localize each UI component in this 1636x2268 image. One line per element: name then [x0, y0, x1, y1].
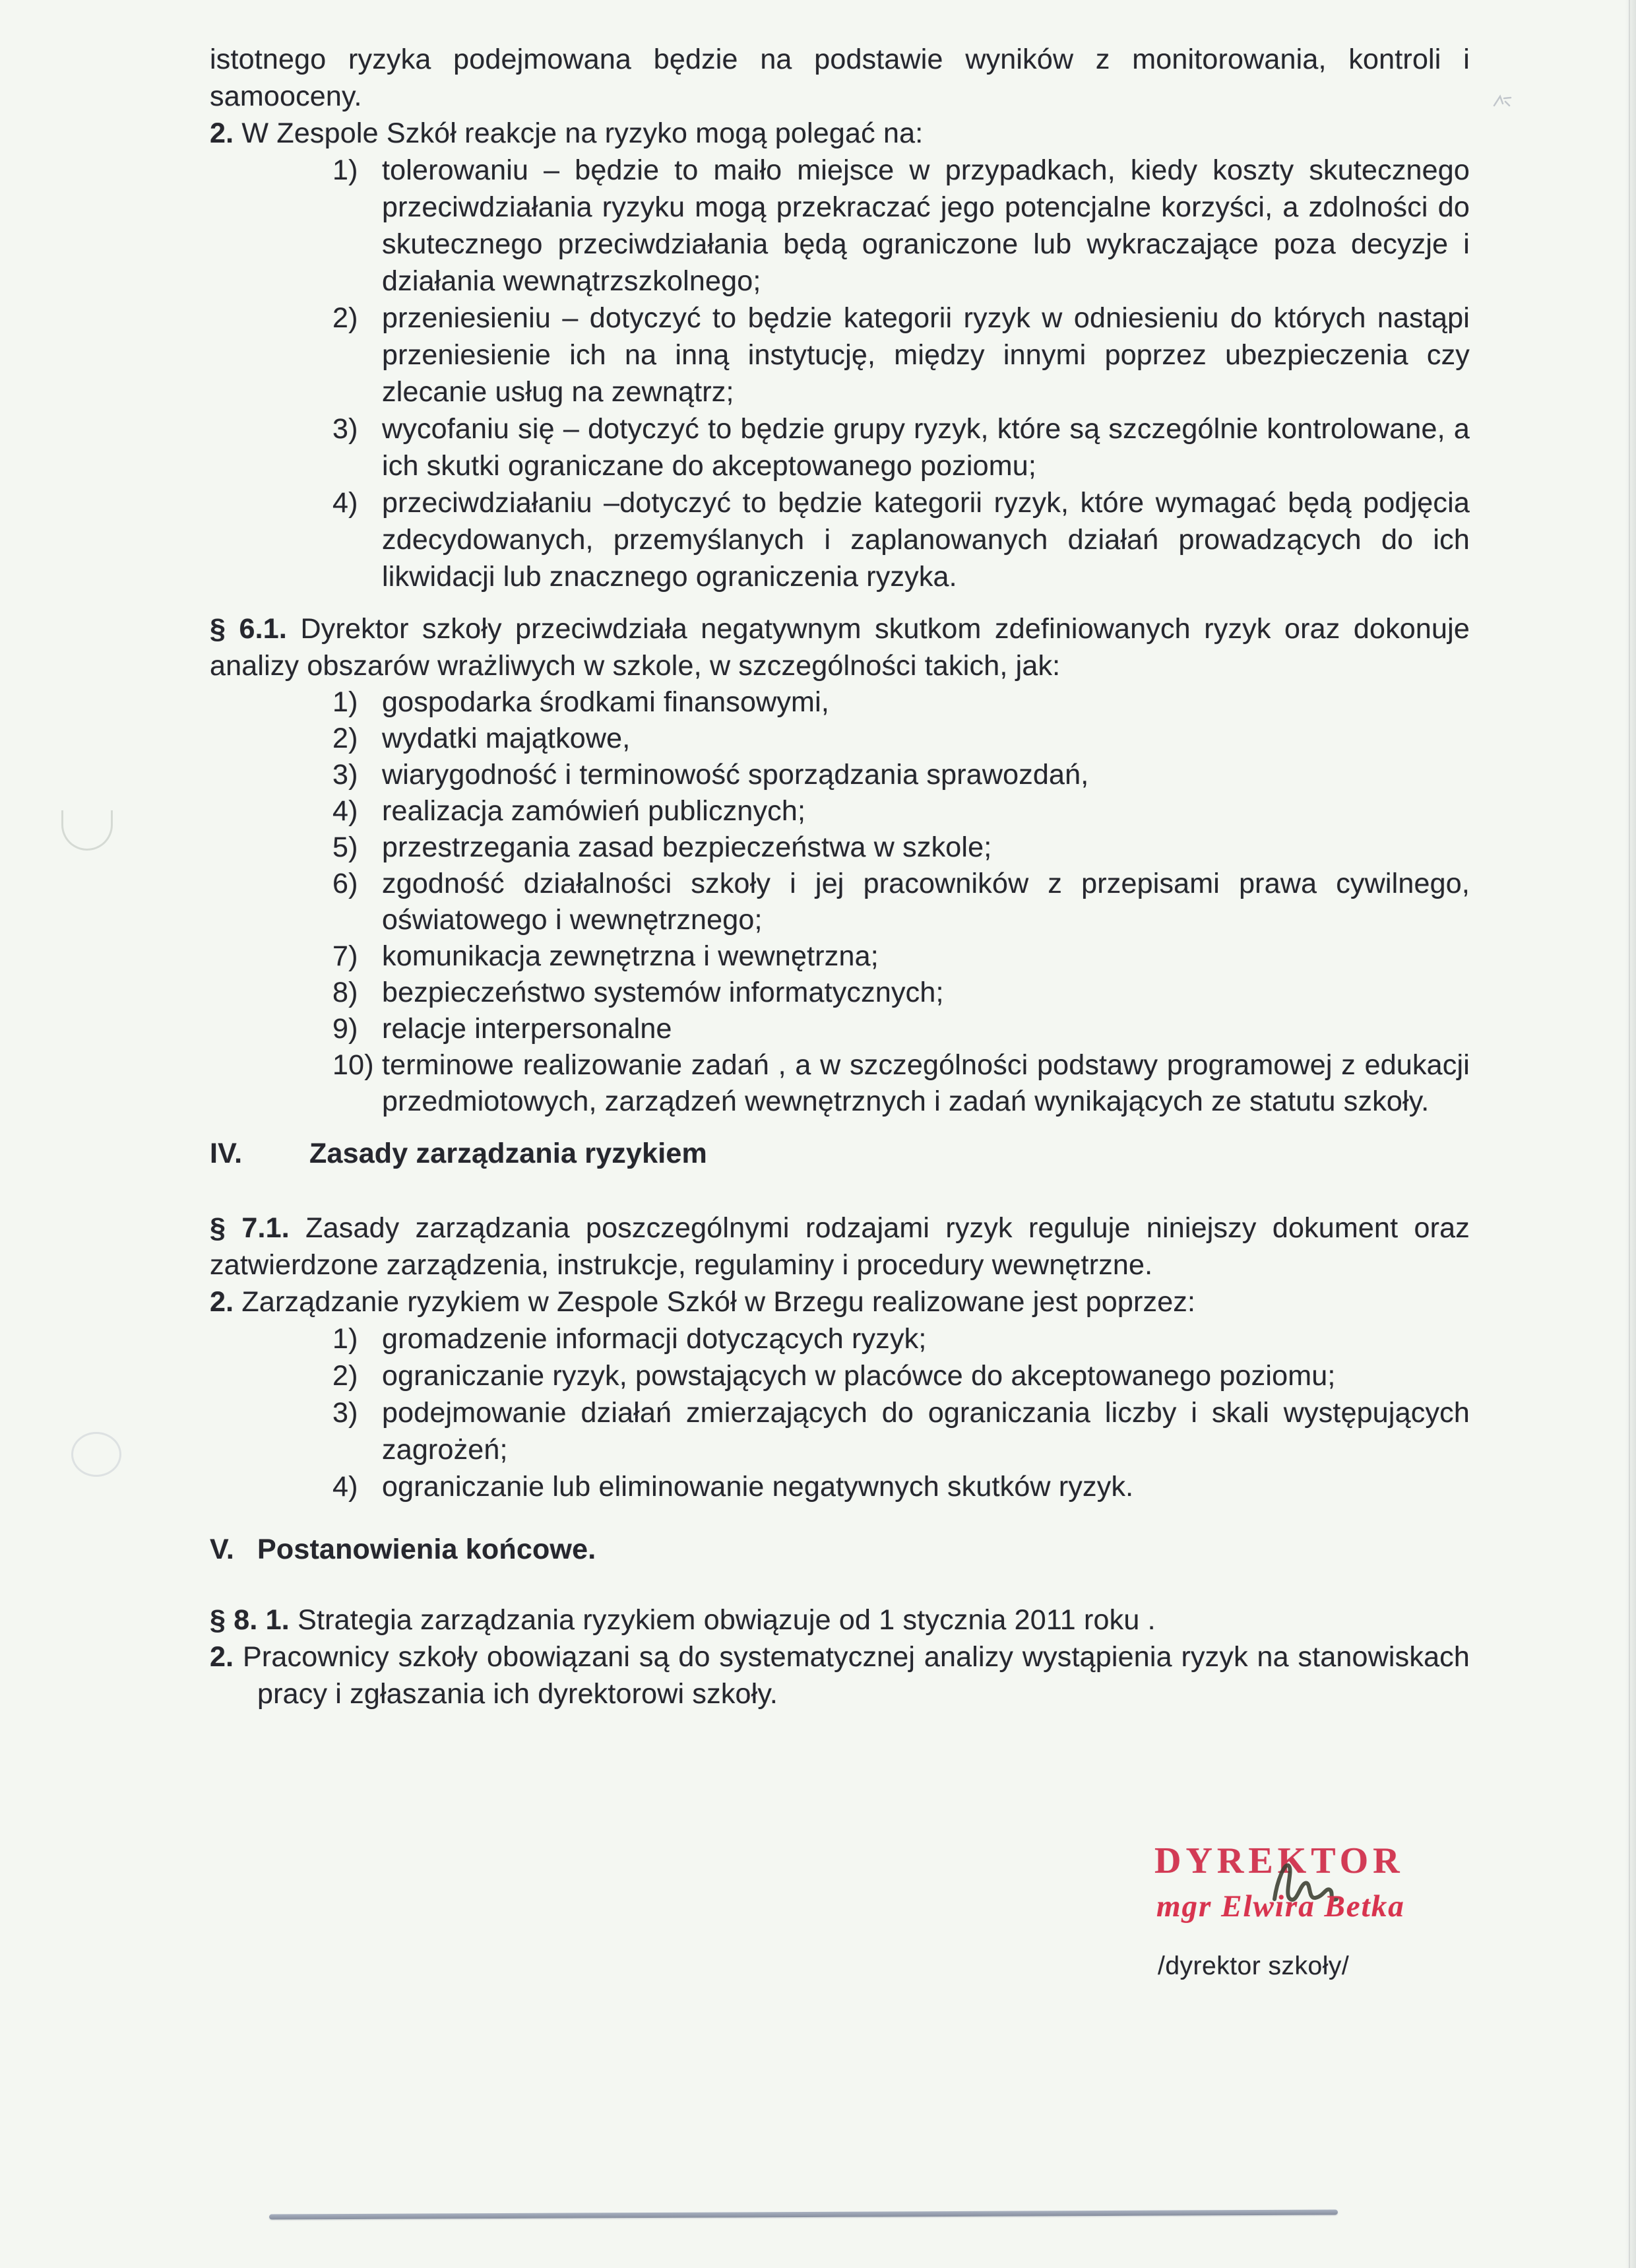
list-item — [210, 757, 1470, 793]
list-item — [210, 152, 1470, 300]
section-text: Zasady zarządzania poszczególnymi rodzajami ryzyk reguluje niniejszy dokument oraz zatwierdzone zarządzenia, instrukcje, regulaminy i procedury wewnętrzne. — [210, 1212, 1470, 1281]
list-lead-text: W Zespole Szkół reakcje na ryzyko mogą polegać na: — [241, 117, 924, 149]
list-item — [210, 1320, 1470, 1357]
list-item-text: przestrzegania zasad bezpieczeństwa w szkole; — [382, 831, 992, 863]
heading-label: Zasady zarządzania ryzykiem — [309, 1138, 707, 1169]
paragraph-intro: istotnego ryzyka podejmowana będzie na podstawie wyników z monitorowania, kontroli i samooceny. — [210, 44, 1470, 112]
list-item-number: 2) — [332, 723, 358, 754]
list-item-text: gospodarka środkami finansowymi, — [382, 686, 829, 718]
list-item-text: gromadzenie informacji dotyczących ryzyk; — [382, 1323, 927, 1355]
list-item — [210, 1011, 1470, 1047]
section-number: § 6.1. — [210, 613, 288, 645]
list-item-number: 5) — [332, 831, 358, 863]
list-risk-reactions — [210, 152, 1470, 595]
list-item — [210, 1468, 1470, 1505]
section-number: § 7.1. — [210, 1212, 290, 1244]
list-item-text: tolerowaniu – będzie to maiło miejsce w przypadkach, kiedy koszty skutecznego przeciwdziałania ryzyku mogą przekraczać jego potencjalne korzyści, a zdolności do skutecznego przeciwdziałania będą ograniczone lub wykraczające poza decyzje i działania wewnątrzszkolnego; — [382, 154, 1470, 297]
list-item-text: ograniczanie ryzyk, powstających w placówce do akceptowanego poziomu; — [382, 1360, 1336, 1392]
paragraph-sec61 — [210, 610, 1470, 684]
list-lead-text: Zarządzanie ryzykiem w Zespole Szkół w Brzegu realizowane jest poprzez: — [241, 1286, 1196, 1318]
list-item — [210, 866, 1470, 938]
list-item — [210, 829, 1470, 866]
list-item — [210, 300, 1470, 410]
list-item-number: 7) — [332, 940, 358, 972]
list-item-text: podejmowanie działań zmierzających do ograniczania liczby i skali występujących zagrożeń; — [382, 1397, 1470, 1466]
list-item-text: realizacja zamówień publicznych; — [382, 795, 806, 827]
list-item — [210, 1047, 1470, 1120]
list-sensitive-areas — [210, 684, 1470, 1120]
list-item-text: relacje interpersonalne — [382, 1013, 672, 1045]
paragraph-sec71 — [210, 1210, 1470, 1283]
heading-section-v — [210, 1531, 1470, 1568]
list-risk-management — [210, 1320, 1470, 1505]
list-item-number: 9) — [332, 1013, 358, 1045]
list-item — [210, 684, 1470, 721]
heading-section-iv — [210, 1135, 1470, 1172]
paragraph-sec82 — [210, 1638, 1470, 1712]
director-stamp-name: mgr Elwira Betka — [1156, 1889, 1405, 1924]
pencil-circle-mark — [71, 1432, 121, 1477]
paragraph-reactions-lead — [210, 115, 1470, 152]
heading-number: V. — [210, 1534, 235, 1565]
section-text: Dyrektor szkoły przeciwdziała negatywnym skutkom zdefiniowanych ryzyk oraz dokonuje analizy obszarów wrażliwych w szkole, w szczególności takich, jak: — [210, 613, 1470, 682]
section-number: § 8. 1. — [210, 1604, 290, 1636]
director-stamp-title: DYREKTOR — [1154, 1840, 1404, 1881]
document-body — [210, 41, 1470, 1712]
list-item-text: komunikacja zewnętrzna i wewnętrzna; — [382, 940, 879, 972]
list-item-text: zgodność działalności szkoły i jej pracowników z przepisami prawa cywilnego, oświatowego i wewnętrznego; — [382, 868, 1470, 936]
list-item-text: ograniczanie lub eliminowanie negatywnych skutków ryzyk. — [382, 1471, 1134, 1503]
section-number: 2. — [210, 1641, 234, 1673]
list-item-number: 4) — [332, 1471, 358, 1503]
list-item-number: 2) — [332, 302, 358, 334]
list-item-text: bezpieczeństwo systemów informatycznych; — [382, 977, 944, 1008]
list-lead-number: 2. — [210, 117, 234, 149]
list-item — [210, 938, 1470, 975]
list-item-text: terminowe realizowanie zadań , a w szczególności podstawy programowej z edukacji przedmiotowych, zarządzeń wewnętrznych i zadań wynikających ze statutu szkoły. — [382, 1049, 1470, 1117]
signature-caption: /dyrektor szkoły/ — [1158, 1952, 1350, 1980]
list-item-number: 1) — [332, 686, 358, 718]
list-item — [210, 484, 1470, 595]
list-item — [210, 975, 1470, 1011]
list-item-text: wydatki majątkowe, — [382, 723, 631, 754]
list-item-text: przeciwdziałaniu –dotyczyć to będzie kategorii ryzyk, które wymagać będą podjęcia zdecydowanych, przemyślanych i zaplanowanych działań prowadzących do ich likwidacji lub znacznego ograniczenia ryzyka. — [382, 487, 1470, 593]
list-item — [210, 721, 1470, 757]
list-item-number: 4) — [332, 795, 358, 827]
section-text: Pracownicy szkoły obowiązani są do systematycznej analizy wystąpienia ryzyk na stanowiskach pracy i zgłaszania ich dyrektorowi szkoły. — [243, 1641, 1470, 1710]
list-item-number: 3) — [332, 413, 358, 445]
list-item-number: 8) — [332, 977, 358, 1008]
list-item-number: 10) — [332, 1049, 374, 1081]
section-text: Strategia zarządzania ryzykiem obwiązuje od 1 stycznia 2011 roku . — [298, 1604, 1156, 1636]
list-item-number: 4) — [332, 487, 358, 519]
list-item-number: 3) — [332, 1397, 358, 1429]
list-lead-number: 2. — [210, 1286, 234, 1318]
paragraph-sec81 — [210, 1602, 1470, 1638]
bottom-horizontal-rule — [269, 2209, 1338, 2219]
list-item-number: 1) — [332, 154, 358, 186]
list-item-text: przeniesieniu – dotyczyć to będzie kategorii ryzyk w odniesieniu do których nastąpi przeniesienie ich na inną instytucję, między innymi poprzez ubezpieczenia czy zlecanie usług na zewnątrz; — [382, 302, 1470, 408]
list-item — [210, 793, 1470, 829]
list-item-text: wiarygodność i terminowość sporządzania sprawozdań, — [382, 759, 1089, 791]
list-item — [210, 1394, 1470, 1468]
pencil-squiggle-mark — [1492, 92, 1515, 112]
list-item-number: 6) — [332, 868, 358, 899]
list-item-number: 2) — [332, 1360, 358, 1392]
heading-label: Postanowienia końcowe. — [257, 1534, 596, 1565]
pencil-ucurve-mark — [61, 810, 113, 851]
list-item-number: 1) — [332, 1323, 358, 1355]
list-item-text: wycofaniu się – dotyczyć to będzie grupy ryzyk, które są szczególnie kontrolowane, a ich skutki ograniczane do akceptowanego poziomu; — [382, 413, 1470, 482]
list-item-number: 3) — [332, 759, 358, 791]
scanner-edge-shadow — [1625, 0, 1636, 2268]
heading-number: IV. — [210, 1138, 243, 1169]
list-item — [210, 1357, 1470, 1394]
list-item — [210, 410, 1470, 484]
paragraph-management-lead — [210, 1283, 1470, 1320]
